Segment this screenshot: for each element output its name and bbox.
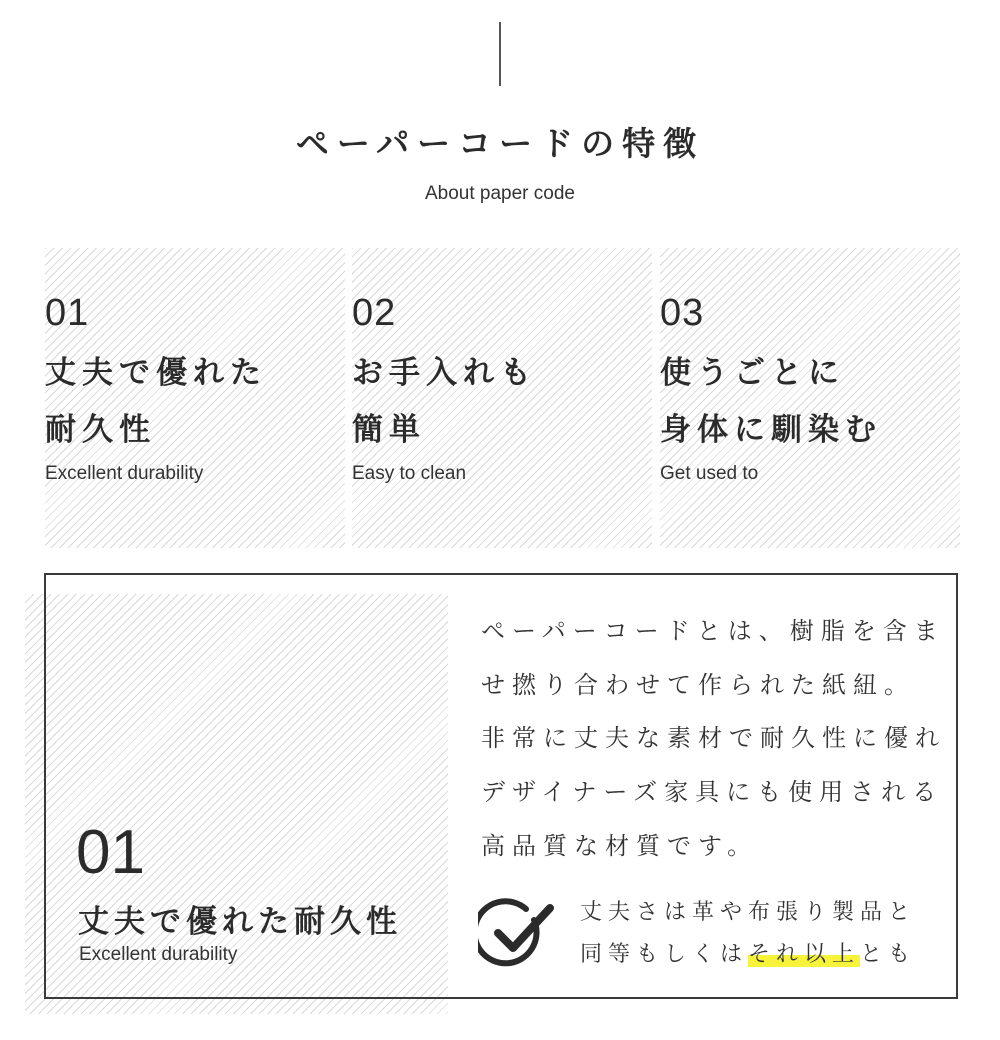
feature-body-line: せ撚り合わせて作られた紙紐。 <box>481 671 915 699</box>
note-text: 同等もしくは <box>580 942 749 967</box>
feature-body-line: ペーパーコードとは、樹脂を含ま <box>481 617 945 645</box>
top-divider-line <box>499 22 501 86</box>
feature-detail-english: Excellent durability <box>79 944 238 965</box>
feature-detail-number: 01 <box>76 818 145 887</box>
note-line-1: 丈夫さは革や布張り製品と <box>580 900 917 925</box>
card-title-line1: 使うごとに <box>660 355 845 391</box>
feature-body-line: デザイナーズ家具にも使用される <box>481 778 944 806</box>
note-line-2 <box>580 940 916 970</box>
card-title-line1: 丈夫で優れた <box>45 355 267 391</box>
card-english-label: Get used to <box>660 463 759 484</box>
card-english-label: Easy to clean <box>352 463 467 484</box>
card-number: 03 <box>660 292 705 334</box>
card-number: 02 <box>352 292 397 334</box>
feature-body-line: 高品質な材質です。 <box>481 832 759 860</box>
note-highlight: それ以上 <box>748 942 861 967</box>
section-subtitle: About paper code <box>424 183 575 204</box>
card-title-line2: 身体に馴染む <box>660 412 882 448</box>
card-title-line1: お手入れも <box>352 355 537 391</box>
feature-body-line: 非常に丈夫な素材で耐久性に優れ <box>481 724 946 752</box>
card-title-line2: 簡単 <box>352 412 426 448</box>
check-circle-icon <box>478 898 558 970</box>
feature-detail-title: 丈夫で優れた耐久性 <box>78 904 402 940</box>
card-number: 01 <box>45 292 90 334</box>
card-english-label: Excellent durability <box>45 463 204 484</box>
section-title: ペーパーコードの特徴 <box>295 124 705 163</box>
card-title-line2: 耐久性 <box>45 412 156 448</box>
note-text: とも <box>860 942 917 967</box>
